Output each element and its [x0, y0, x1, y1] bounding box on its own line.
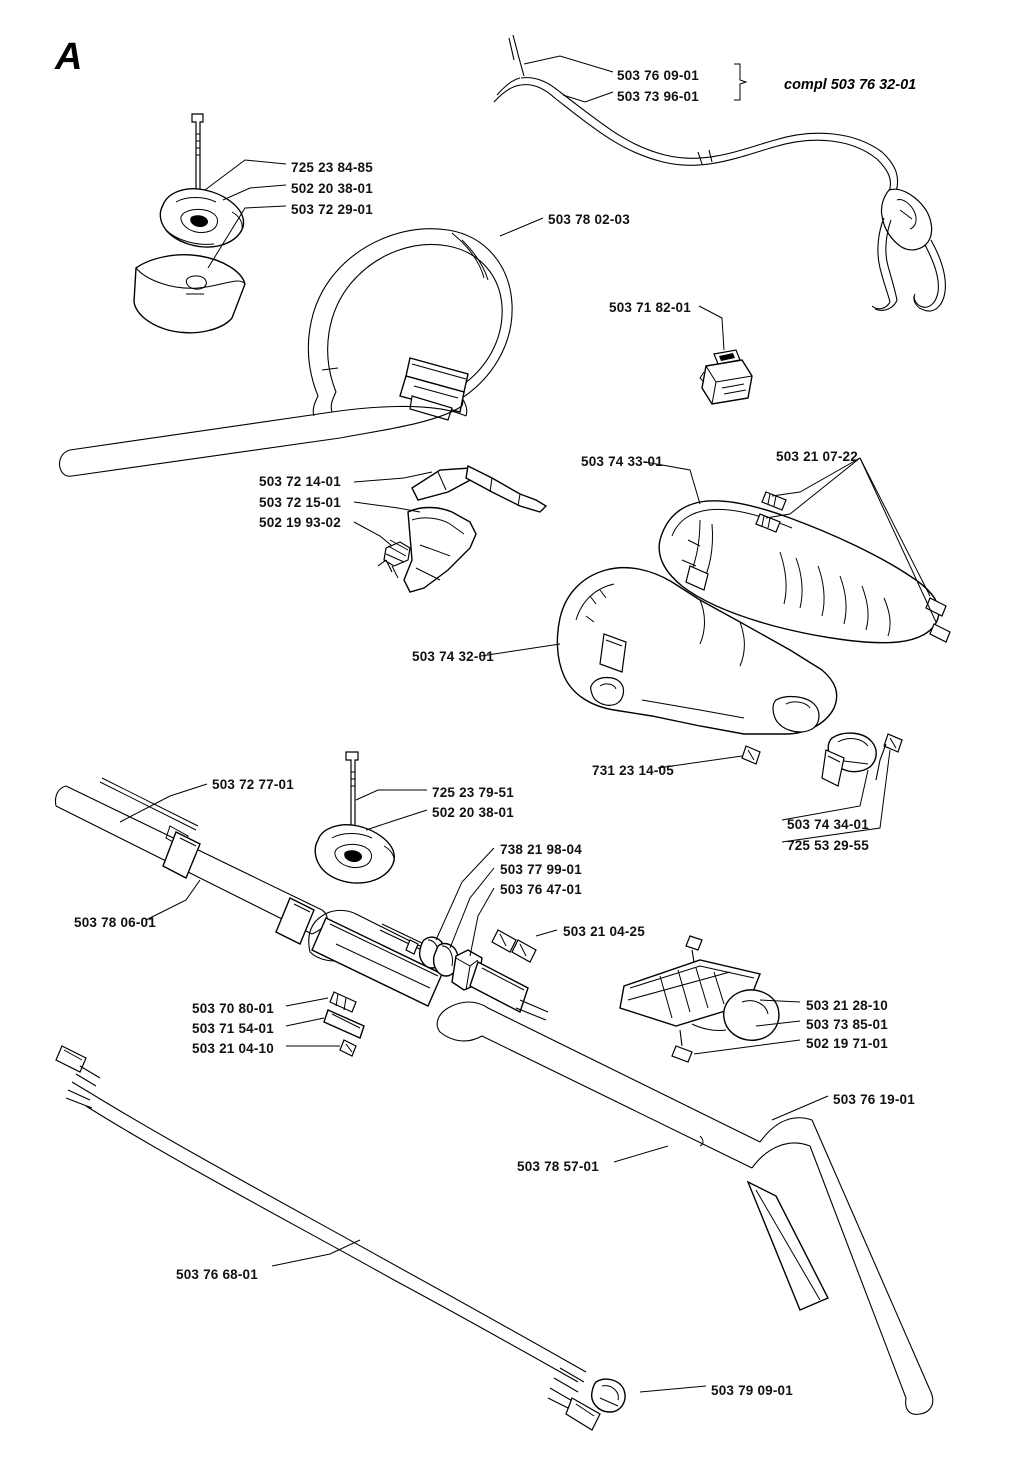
- part-number-725-53-29-55: 725 53 29-55: [787, 838, 869, 853]
- page-letter: A: [55, 36, 83, 78]
- part-number-502-19-93-02: 502 19 93-02: [259, 515, 341, 530]
- lower-bracket-group: [286, 992, 364, 1056]
- part-number-503-74-34-01: 503 74 34-01: [787, 817, 869, 832]
- part-number-503-76-68-01: 503 76 68-01: [176, 1267, 258, 1282]
- part-number-503-76-19-01: 503 76 19-01: [833, 1092, 915, 1107]
- part-number-503-74-33-01: 503 74 33-01: [581, 454, 663, 469]
- part-number-503-78-06-01: 503 78 06-01: [74, 915, 156, 930]
- part-number-503-21-07-22: 503 21 07-22: [776, 449, 858, 464]
- part-number-731-23-14-05: 731 23 14-05: [592, 763, 674, 778]
- upper-clamp-assembly: [134, 114, 286, 333]
- part-number-503-72-77-01: 503 72 77-01: [212, 777, 294, 792]
- part-number-503-78-57-01: 503 78 57-01: [517, 1159, 599, 1174]
- part-number-503-76-47-01: 503 76 47-01: [500, 882, 582, 897]
- part-number-503-72-15-01: 503 72 15-01: [259, 495, 341, 510]
- part-number-503-70-80-01: 503 70 80-01: [192, 1001, 274, 1016]
- part-number-503-21-04-25: 503 21 04-25: [563, 924, 645, 939]
- part-number-503-72-14-01: 503 72 14-01: [259, 474, 341, 489]
- lower-clamp-assembly: [315, 752, 427, 883]
- part-number-738-21-98-04: 738 21 98-04: [500, 842, 582, 857]
- part-number-502-20-38-01-b: 502 20 38-01: [432, 805, 514, 820]
- lower-shaft-tube: [437, 1002, 933, 1414]
- part-number-502-20-38-01-a: 502 20 38-01: [291, 181, 373, 196]
- part-number-503-79-09-01: 503 79 09-01: [711, 1383, 793, 1398]
- part-number-503-76-09-01: 503 76 09-01: [617, 68, 699, 83]
- handle-loop-and-shaft: [59, 218, 543, 476]
- part-number-503-77-99-01: 503 77 99-01: [500, 862, 582, 877]
- part-number-502-19-71-01: 502 19 71-01: [806, 1036, 888, 1051]
- part-number-503-71-54-01: 503 71 54-01: [192, 1021, 274, 1036]
- part-number-503-73-96-01: 503 73 96-01: [617, 89, 699, 104]
- guard-assembly: [620, 936, 800, 1062]
- stop-switch: [699, 306, 752, 404]
- part-number-503-21-04-10: 503 21 04-10: [192, 1041, 274, 1056]
- flexible-drive-cable: [56, 1046, 706, 1430]
- trigger-parts-group: [354, 466, 546, 592]
- part-number-725-23-84-85: 725 23 84-85: [291, 160, 373, 175]
- part-number-503-73-85-01: 503 73 85-01: [806, 1017, 888, 1032]
- part-number-725-23-79-51: 725 23 79-51: [432, 785, 514, 800]
- part-number-503-78-02-03: 503 78 02-03: [548, 212, 630, 227]
- part-number-503-74-32-01: 503 74 32-01: [412, 649, 494, 664]
- part-number-503-71-82-01: 503 71 82-01: [609, 300, 691, 315]
- compl-note: compl 503 76 32-01: [784, 77, 917, 93]
- part-number-503-21-28-10: 503 21 28-10: [806, 998, 888, 1013]
- part-number-503-72-29-01: 503 72 29-01: [291, 202, 373, 217]
